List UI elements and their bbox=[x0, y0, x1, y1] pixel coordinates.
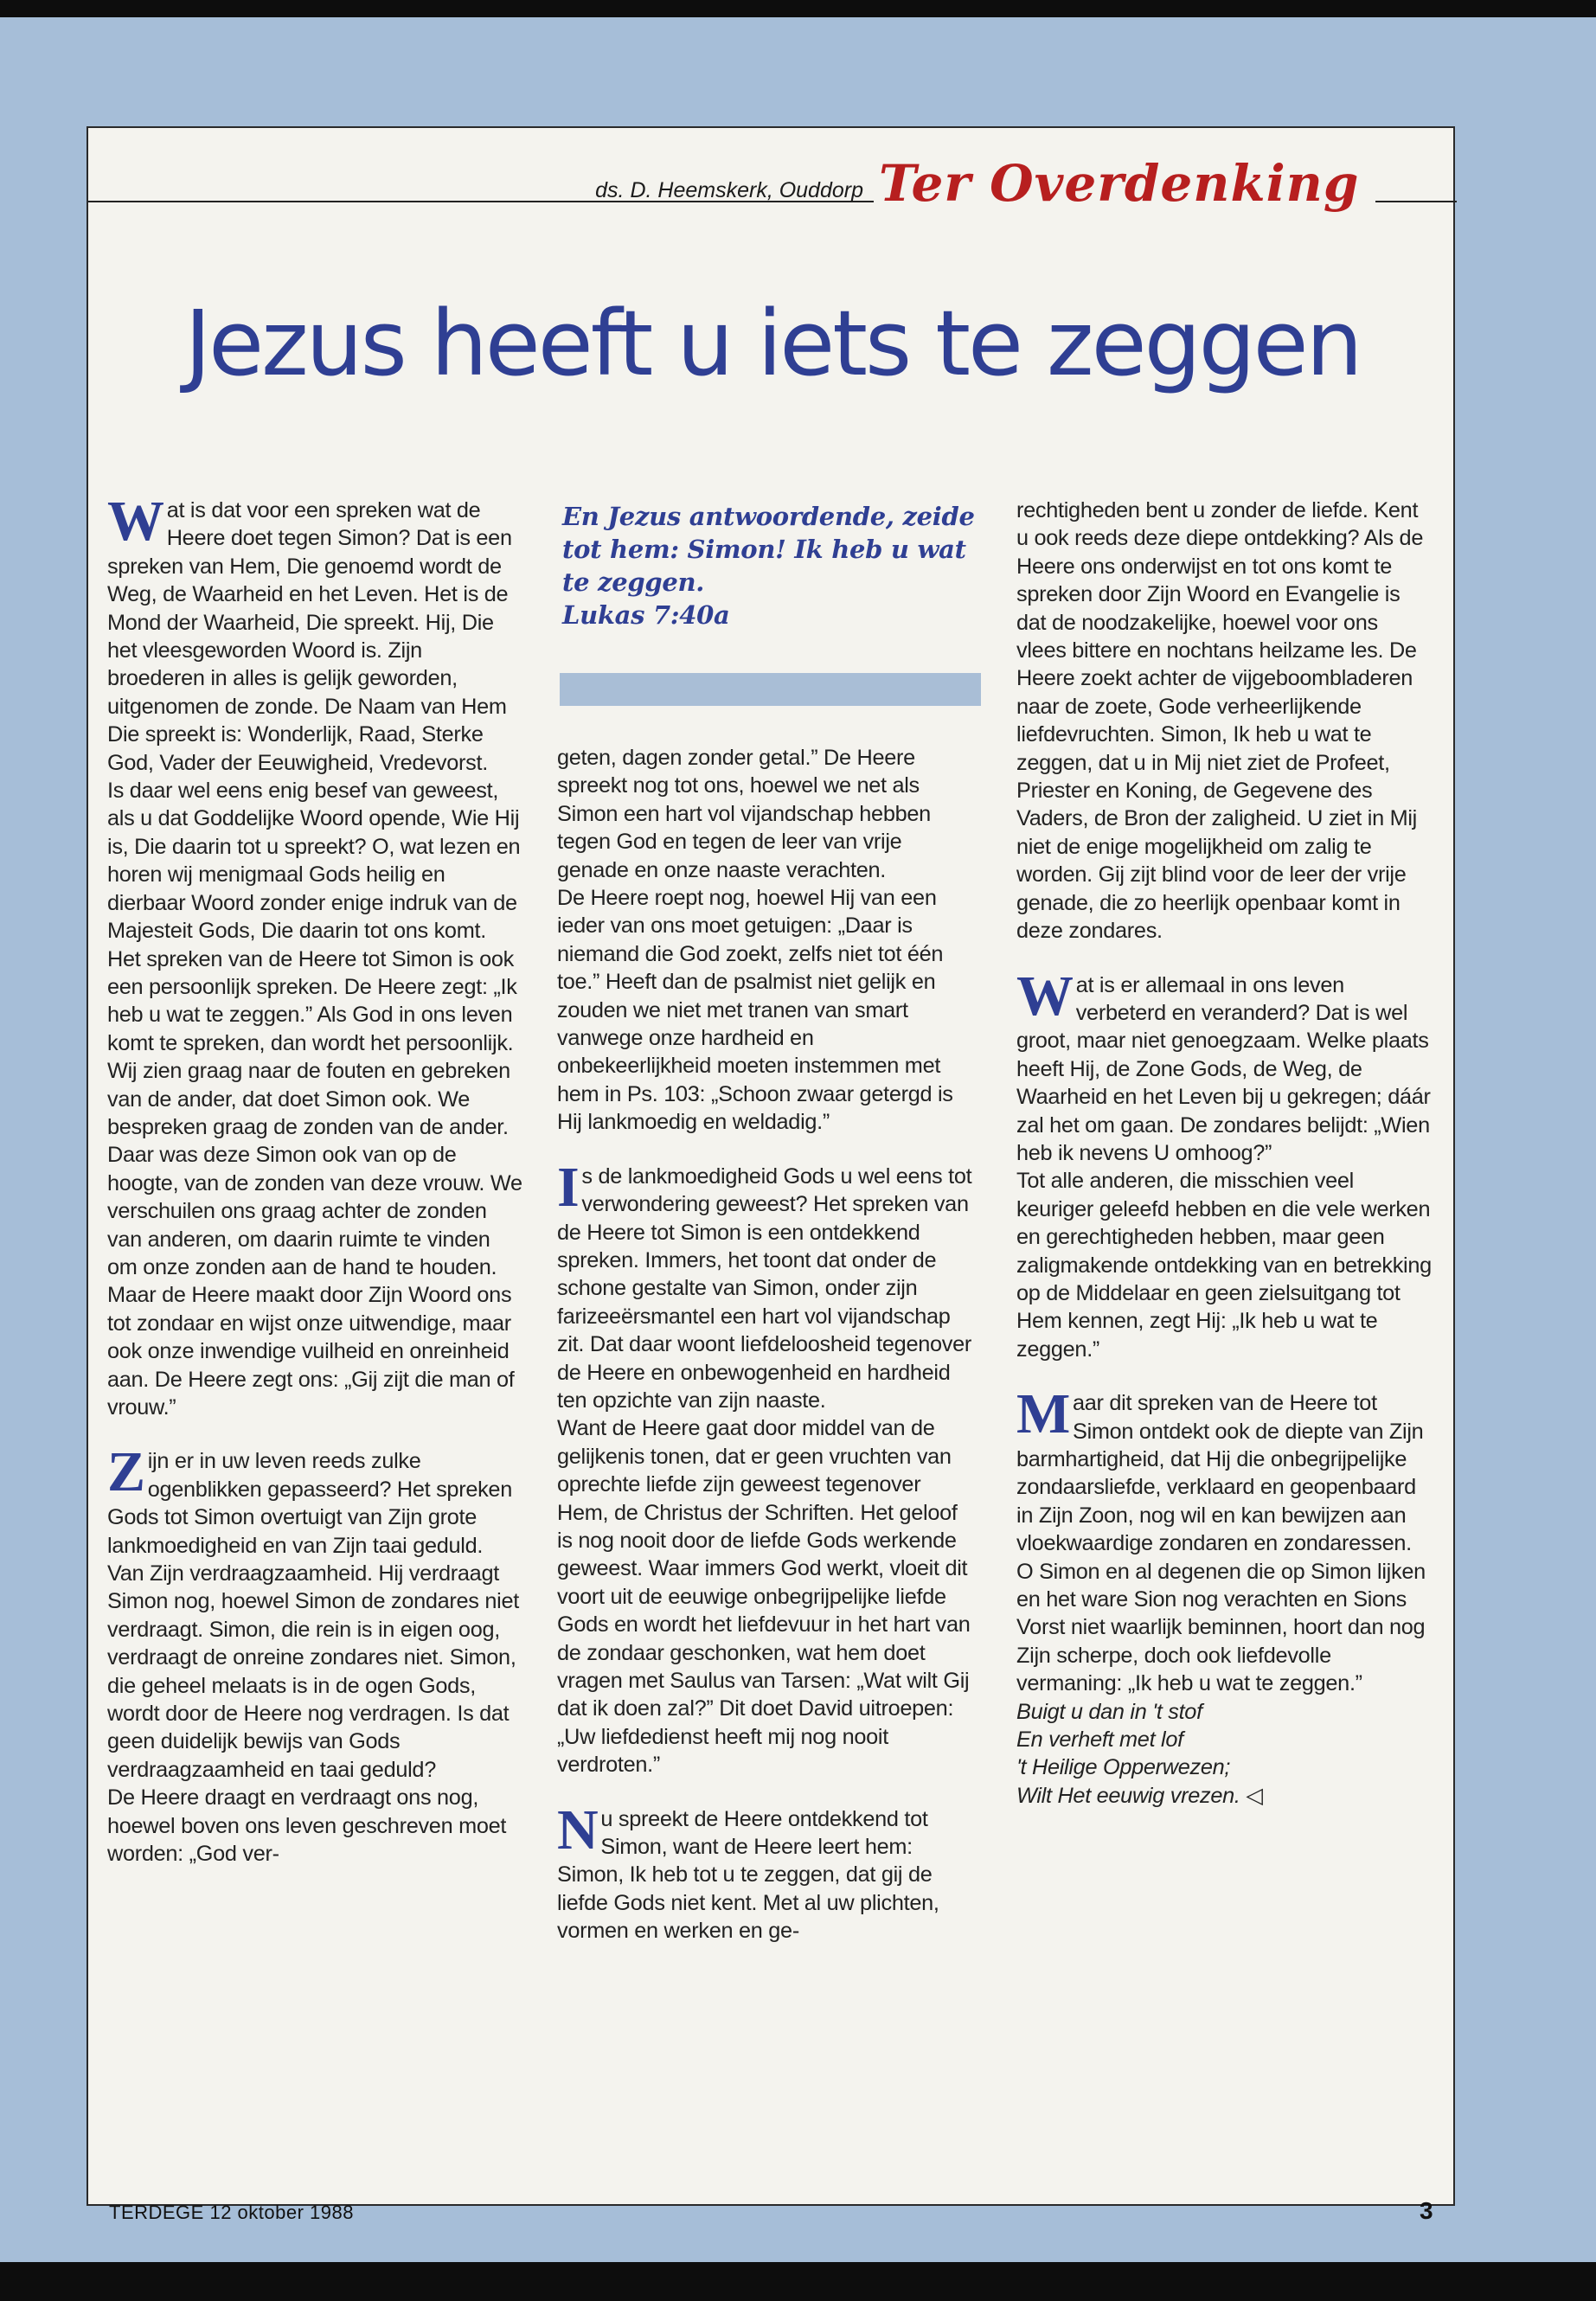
drop-cap: Z bbox=[107, 1440, 145, 1504]
quote-reference: Lukas 7:40a bbox=[562, 600, 730, 630]
header-rule-right bbox=[1375, 201, 1457, 202]
paragraph: u spreekt de Heere ontdekkend tot Simon, want de Heere leert hem: Simon, Ik heb tot u te zeggen, dat gij de liefde Gods niet kent. Met al uw plichten, vormen en werken en ge- bbox=[557, 1806, 939, 1944]
drop-cap: M bbox=[1016, 1382, 1070, 1446]
section-title: Ter Overdenking bbox=[879, 154, 1360, 213]
paragraph: De Heere draagt en verdraagt ons nog, hoewel boven ons leven geschreven moet worden: „God ver- bbox=[107, 1785, 507, 1867]
quote-accent-bar bbox=[560, 673, 981, 706]
paragraph: Is daar wel eens enig besef van geweest, als u dat Goddelijke Woord opende, Wie Hij is, Die daarin tot u spreekt? O, wat lezen en horen wij menigmaal Gods heilig en dierbaar Woord zonder enige indruk van de Majesteit Gods, Die daarin tot ons komt. bbox=[107, 779, 521, 944]
author-byline: ds. D. Heemskerk, Ouddorp bbox=[595, 178, 863, 202]
paragraph: Tot alle anderen, die misschien veel keuriger geleefd hebben en die vele werken en gerechtigheden hebben, maar geen zaligmakende ontdekking van en betrekking op de Middelaar en geen zielsuitgang tot Hem kennen, zegt Hij: „Ik heb u wat te zeggen.” bbox=[1016, 1169, 1432, 1362]
article-headline: Jezus heeft u iets te zeggen bbox=[184, 291, 1361, 396]
paragraph: at is dat voor een spreken wat de Heere doet tegen Simon? Dat is een spreken van Hem, Die genoemd wordt de Weg, de Waarheid en het Leven. Het is de Mond der Waarheid, Die spreekt. Hij, Die het vleesgeworden Woord is. Zijn broederen in alles is gelijk geworden, uitgenomen de zonde. De Naam van Hem Die spreekt is: Wonderlijk, Raad, Sterke God, Vader der Eeuwigheid, Vredevorst. bbox=[107, 498, 512, 775]
verse-line bbox=[1016, 1782, 1432, 1810]
paragraph: at is er allemaal in ons leven verbeterd en veranderd? Dat is wel groot, maar niet genoegzaam. Welke plaats heeft Hij, de Zone Gods, de Weg, de Waarheid en het Leven bij u gekregen; dáár zal het om gaan. De zondares belijdt: „Wien heb ik nevens U omhoog?” bbox=[1016, 972, 1431, 1165]
article-column-1 bbox=[107, 490, 522, 1868]
paragraph: Want de Heere gaat door middel van de gelijkenis tonen, dat er geen vruchten van oprechte liefde zijn geweest tegenover Hem, de Christus der Schriften. Het geloof is nog nooit door de liefde Gods werkende geweest. Waar immers God werkt, vloeit dit voort uit de eeuwige onbegrijpelijke liefde Gods en wordt het liefdevuur in het hart van de zondaar geschonken, wat hem doet vragen met Saulus van Tarsen: „Wat wilt Gij dat ik doen zal?” Dit doet David uitroepen: „Uw liefdedienst heeft mij nog nooit verdroten.” bbox=[557, 1416, 971, 1778]
paragraph: ijn er in uw leven reeds zulke ogenblikken gepasseerd? Het spreken Gods tot Simon overtuigt van Zijn grote lankmoedigheid en van Zijn taai geduld. Van Zijn verdraagzaamheid. Hij verdraagt Simon nog, hoewel Simon de zondares niet verdraagt. Simon, die rein is in eigen oog, verdraagt de onreine zondares niet. Simon, die geheel melaats is in de ogen Gods, wordt door de Heere nog verdragen. Is dat geen duidelijk bewijs van Gods verdraagzaamheid en taai geduld? bbox=[107, 1449, 519, 1782]
paragraph: rechtigheden bent u zonder de liefde. Kent u ook reeds deze diepe ontdekking? Als de Heere ons onderwijst en tot ons komt te spreken door Zijn Woord en Evangelie is dat de noodzakelijke, hoewel voor ons vlees bittere en nochtans heilzame les. De Heere zoekt achter de vijgeboombladeren naar de zoete, Gode verheerlijkende liefdevruchten. Simon, Ik heb u wat te zeggen, dat u in Mij niet ziet de Profeet, Priester en Koning, de Gegevene des Vaders, de Bron der zaligheid. U ziet in Mij niet de enige mogelijkheid om zalig te worden. Gij zijt blind voor de leer der vrije genade, die zo heerlijk openbaar komt in deze zondares. bbox=[1016, 498, 1424, 944]
verse-line-text: Wilt Het eeuwig vrezen. bbox=[1016, 1783, 1240, 1808]
verse-line: En verheft met lof bbox=[1016, 1727, 1183, 1753]
paragraph: De Heere roept nog, hoewel Hij van een ieder van ons moet getuigen: „Daar is niemand die God zoekt, zelfs niet tot één toe.” Heeft dan de psalmist niet gelijk en zouden we niet met tranen van smart vanwege onze hardheid en onbekeerlijkheid moeten instemmen met hem in Ps. 103: „Schoon zwaar getergd is Hij lankmoedig en weldadig.” bbox=[557, 886, 953, 1135]
drop-cap: W bbox=[1016, 964, 1074, 1028]
drop-cap: W bbox=[107, 490, 164, 553]
verse-line: Buigt u dan in 't stof bbox=[1016, 1699, 1202, 1724]
paragraph: Het spreken van de Heere tot Simon is ook een persoonlijk spreken. De Heere zegt: „Ik heb u wat te zeggen.” Als God in ons leven komt te spreken, dan wordt het persoonlijk. Wij zien graag naar de fouten en gebreken van de ander, dat doet Simon ook. We bespreken graag de zonden van de ander. Daar was deze Simon ook van op de hoogte, van de zonden van deze vrouw. We verschuilen ons graag achter de zonden van anderen, om daarin ruimte te vinden om onze zonden aan de hand te houden. Maar de Heere maakt door Zijn Woord ons tot zondaar en wijst onze uitwendige, maar ook onze inwendige vuilheid en onreinheid aan. De Heere zegt ons: „Gij zijt die man of vrouw.” bbox=[107, 946, 522, 1420]
paragraph: geten, dagen zonder getal.” De Heere spreekt nog tot ons, hoewel we net als Simon een hart vol vijandschap hebben tegen God en tegen de leer van vrije genade en onze naaste verachten. bbox=[557, 746, 931, 882]
pull-quote bbox=[562, 500, 977, 631]
page-number: 3 bbox=[1420, 2197, 1433, 2224]
quote-text: En Jezus antwoordende, zeide tot hem: Simon! Ik heb u wat te zeggen. bbox=[562, 502, 975, 597]
article-panel bbox=[87, 126, 1455, 2206]
drop-cap: N bbox=[557, 1798, 599, 1862]
drop-cap: I bbox=[557, 1155, 580, 1219]
article-column-2 bbox=[557, 744, 972, 1945]
magazine-page bbox=[0, 17, 1596, 2262]
paragraph: aar dit spreken van de Heere tot Simon ontdekt ook de diepte van Zijn barmhartigheid, dat Hij die onbegrijpelijke zondaarsliefde, verklaard en geopenbaard in Zijn Zoon, nog wil en kan bewijzen aan vloekwaardige zondaren en zondaressen. O Simon en al degenen die op Simon lijken en het ware Sion nog verachten en Sions Vorst niet waarlijk beminnen, hoort dan nog Zijn scherpe, doch ook liefdevolle vermaning: „Ik heb u wat te zeggen.” bbox=[1016, 1391, 1426, 1696]
verse-line: 't Heilige Opperwezen; bbox=[1016, 1755, 1231, 1780]
end-of-article-icon: ◁ bbox=[1246, 1783, 1263, 1808]
paragraph: s de lankmoedigheid Gods u wel eens tot verwondering geweest? Het spreken van de Heere tot Simon is een ontdekkend spreken. Immers, het toont dat onder de schone gestalte van Simon, onder zijn farizeeërsmantel een hart vol vijandschap zit. Dat daar woont liefdeloosheid tegenover de Heere en onbewogenheid en hardheid ten opzichte van zijn naaste. bbox=[557, 1163, 972, 1413]
article-column-3 bbox=[1016, 497, 1432, 1810]
footer-issue: TERDEGE 12 oktober 1988 bbox=[109, 2202, 354, 2223]
